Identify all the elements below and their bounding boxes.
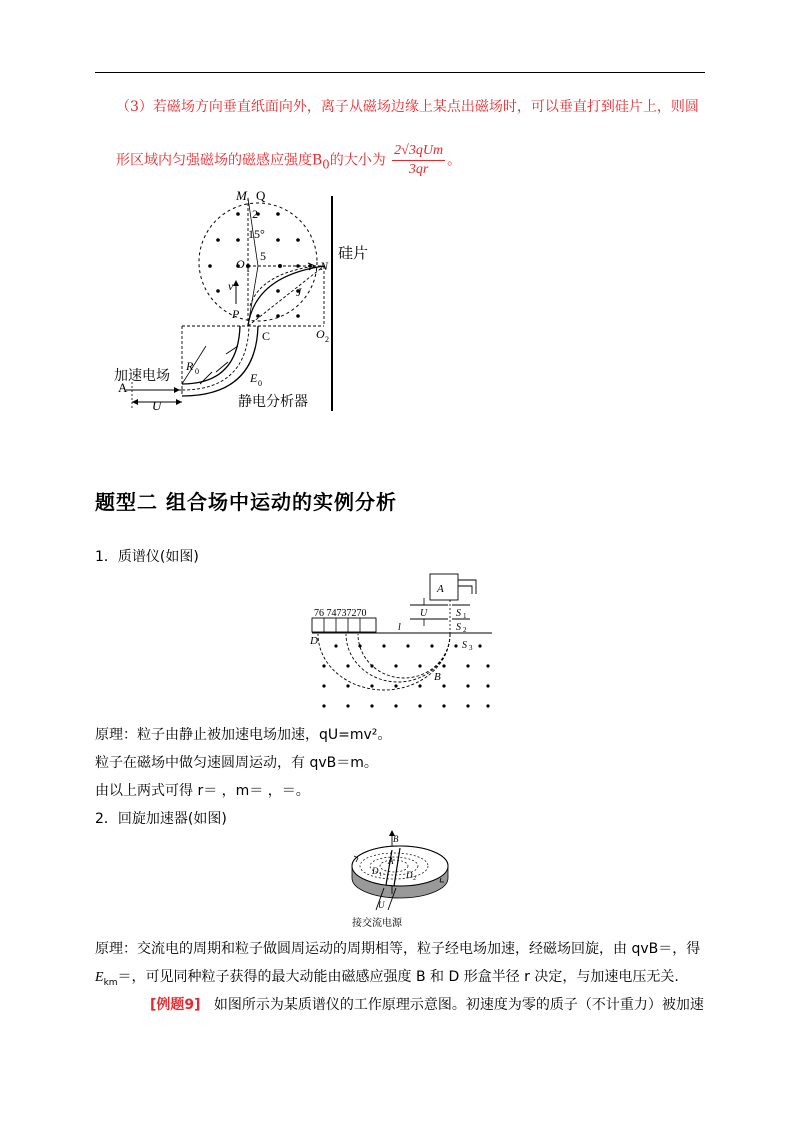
q3-sub: 0: [322, 157, 330, 172]
label-J: J: [296, 285, 302, 299]
label-B: B: [393, 834, 399, 844]
label-E0: E: [250, 371, 258, 385]
label-D: D: [310, 635, 318, 647]
label-5: 5: [260, 249, 266, 263]
b0-formula: [392, 142, 445, 179]
label-Q: Q: [256, 188, 266, 203]
figure-mass-spectrometer: [306, 572, 498, 716]
label-15deg: 15°: [248, 227, 265, 241]
label-D2-sub: 2: [413, 876, 416, 882]
q3-line2-end: 。: [447, 152, 462, 169]
label-2: 2: [252, 207, 258, 221]
figure-cyclotron: [342, 830, 462, 930]
label-E0-sub: 0: [258, 379, 262, 388]
label-S1: S: [456, 608, 461, 619]
item2-principle-b: [95, 966, 679, 988]
formula-denominator: 3qr: [408, 162, 429, 177]
label-U: U: [378, 900, 385, 910]
label-D1: D: [372, 866, 379, 876]
formula-numerator: 2√3qUm: [392, 142, 445, 161]
label-accel-field: 加速电场: [114, 369, 170, 384]
label-l: l: [398, 622, 401, 633]
label-B: B: [434, 671, 441, 683]
example-text: 如图所示为某质谱仪的工作原理示意图。初速度为零的质子（不计重力）被加速: [213, 997, 704, 1013]
header-rule: [95, 72, 705, 73]
q3-line2-mid: 的大小为: [329, 152, 386, 169]
section-title: 题型二 组合场中运动的实例分析: [95, 490, 397, 514]
label-D1-sub: 1: [379, 872, 382, 878]
label-S2-sub: 2: [463, 626, 467, 634]
label-U: U: [152, 398, 162, 413]
label-O1-sub: 1: [246, 265, 250, 274]
label-P: P: [232, 307, 240, 321]
q3-line2: [116, 142, 461, 179]
label-O1: O: [236, 257, 245, 271]
label-v: v: [228, 279, 234, 293]
ekm-sub: km: [103, 977, 118, 988]
figure-magnetic-analyzer: [110, 186, 390, 416]
label-N: N: [320, 259, 329, 273]
label-electrostatic-analyzer: 静电分析器: [238, 395, 308, 410]
label-C: C: [262, 329, 271, 343]
example-tag: [例题9]: [150, 997, 201, 1013]
ekm-symbol: E: [95, 970, 104, 985]
label-R0: R: [186, 359, 194, 373]
q3-line1: （3）若磁场方向垂直纸面向外，离子从磁场边缘上某点出磁场时，可以垂直打到硅片上，则圆: [116, 99, 699, 115]
item1-title: 1．质谱仪(如图): [95, 549, 199, 565]
mass-scale: 76 74737270: [314, 608, 367, 619]
example-line: [150, 994, 704, 1014]
label-R0-sub: 0: [195, 367, 199, 376]
label-O2-sub: 2: [325, 335, 329, 344]
label-source-A: A: [437, 583, 444, 595]
cyclotron-caption: 接交流电源: [352, 918, 402, 929]
item1-principle3: 由以上两式可得 r＝ ，m＝ ，＝。: [95, 783, 310, 799]
item2-title: 2．回旋加速器(如图): [95, 811, 227, 827]
item2-principle-b-text: ＝，可见同种粒子获得的最大动能由磁感应强度 B 和 D 形盒半径 r 决定，与加速电压无关.: [117, 969, 679, 985]
label-O2: O: [316, 327, 325, 341]
label-U: U: [420, 608, 428, 619]
q3-line2-pre: 形区域内匀强磁场的磁感应强度B: [116, 152, 323, 169]
label-A: A: [118, 380, 128, 395]
item1-principle1: 原理：粒子由静止被加速电场加速，qU=mv²。: [95, 727, 392, 743]
label-S2: S: [456, 622, 461, 633]
label-M: M: [236, 188, 247, 203]
label-A: A: [388, 856, 394, 866]
item2-principle-a: 原理：交流电的周期和粒子做圆周运动的周期相等，粒子经电场加速，经磁场回旋，由 qvB＝，得: [95, 941, 701, 957]
label-S3-sub: 3: [469, 644, 473, 652]
label-S1-sub: 1: [463, 612, 467, 620]
label-D2: D: [406, 870, 413, 880]
label-S3: S: [462, 640, 467, 651]
item1-principle2: 粒子在磁场中做匀速圆周运动，有 qvB＝m。: [95, 755, 378, 771]
label-silicon-wafer: 硅片: [338, 246, 369, 262]
